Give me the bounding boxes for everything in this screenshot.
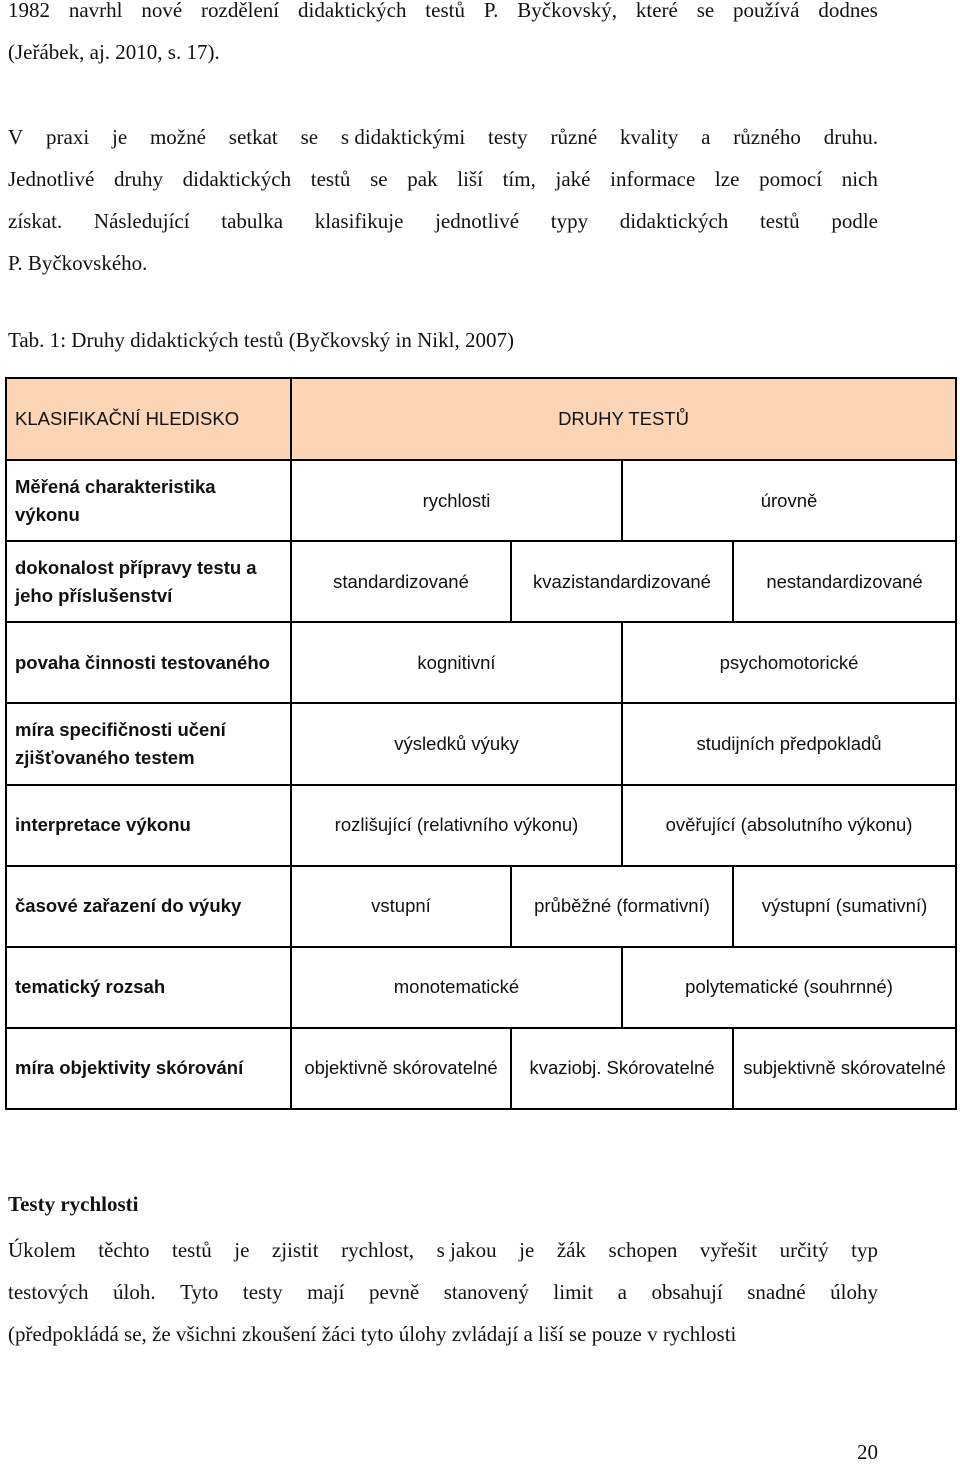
- section-paragraph: [8, 1229, 878, 1355]
- text-line: P. Byčkovského.: [8, 251, 148, 275]
- table-row: [6, 947, 956, 1028]
- type-cell: rychlosti: [291, 460, 622, 541]
- table-row: [6, 622, 956, 703]
- row-criterion: dokonalost přípravy testu a jeho příslušenství: [6, 541, 291, 622]
- classification-table: [5, 377, 957, 1110]
- text-line: Úkolem těchto testů je zjistit rychlost, s jakou je žák schopen vyřešit určitý typ: [8, 1238, 878, 1262]
- header-criterion: KLASIFIKAČNÍ HLEDISKO: [6, 378, 291, 460]
- text-line: 1982 navrhl nové rozdělení didaktických testů P. Byčkovský, které se používá dodnes: [8, 0, 878, 22]
- table-row: [6, 866, 956, 947]
- table-row: [6, 785, 956, 866]
- type-cell: průběžné (formativní): [511, 866, 733, 947]
- table-row: [6, 703, 956, 784]
- type-cell: kvaziobj. Skórovatelné: [511, 1028, 733, 1109]
- intro-paragraph: [8, 0, 878, 73]
- table-row: [6, 541, 956, 622]
- type-cell: ověřující (absolutního výkonu): [622, 785, 956, 866]
- row-criterion: časové zařazení do výuky: [6, 866, 291, 947]
- page-number: 20: [857, 1440, 878, 1464]
- type-cell: nestandardizované: [733, 541, 956, 622]
- table-caption: [8, 328, 514, 353]
- type-cell: kognitivní: [291, 622, 622, 703]
- type-cell: objektivně skórovatelné: [291, 1028, 511, 1109]
- caption-text: : Druhy didaktických testů (Byčkovský in Nikl, 2007): [60, 328, 514, 352]
- caption-label: Tab. 1: [8, 328, 61, 352]
- row-criterion: tematický rozsah: [6, 947, 291, 1028]
- type-cell: psychomotorické: [622, 622, 956, 703]
- type-cell: rozlišující (relativního výkonu): [291, 785, 622, 866]
- type-cell: standardizované: [291, 541, 511, 622]
- text-line: testových úloh. Tyto testy mají pevně stanovený limit a obsahují snadné úlohy: [8, 1280, 878, 1304]
- section-heading: Testy rychlosti: [8, 1192, 139, 1216]
- type-cell: monotematické: [291, 947, 622, 1028]
- type-cell: subjektivně skórovatelné: [733, 1028, 956, 1109]
- row-criterion: míra specifičnosti učení zjišťovaného testem: [6, 703, 291, 784]
- row-criterion: interpretace výkonu: [6, 785, 291, 866]
- type-cell: vstupní: [291, 866, 511, 947]
- body-paragraph: [8, 116, 878, 284]
- header-types: DRUHY TESTŮ: [291, 378, 956, 460]
- type-cell: úrovně: [622, 460, 956, 541]
- type-cell: kvazistandardizované: [511, 541, 733, 622]
- table-row: [6, 1028, 956, 1109]
- text-line: získat. Následující tabulka klasifikuje jednotlivé typy didaktických testů podle: [8, 209, 878, 233]
- row-criterion: míra objektivity skórování: [6, 1028, 291, 1109]
- text-line: (předpokládá se, že všichni zkoušení žáci tyto úlohy zvládají a liší se pouze v rychlosti: [8, 1322, 737, 1346]
- text-line: (Jeřábek, aj. 2010, s. 17).: [8, 40, 220, 64]
- type-cell: polytematické (souhrnné): [622, 947, 956, 1028]
- row-criterion: Měřená charakteristika výkonu: [6, 460, 291, 541]
- table-row: [6, 460, 956, 541]
- table-header-row: [6, 378, 956, 460]
- type-cell: výsledků výuky: [291, 703, 622, 784]
- row-criterion: povaha činnosti testovaného: [6, 622, 291, 703]
- type-cell: výstupní (sumativní): [733, 866, 956, 947]
- text-line: V praxi je možné setkat se s didaktickými testy různé kvality a různého druhu.: [8, 125, 878, 149]
- text-line: Jednotlivé druhy didaktických testů se pak liší tím, jaké informace lze pomocí nich: [8, 167, 878, 191]
- type-cell: studijních předpokladů: [622, 703, 956, 784]
